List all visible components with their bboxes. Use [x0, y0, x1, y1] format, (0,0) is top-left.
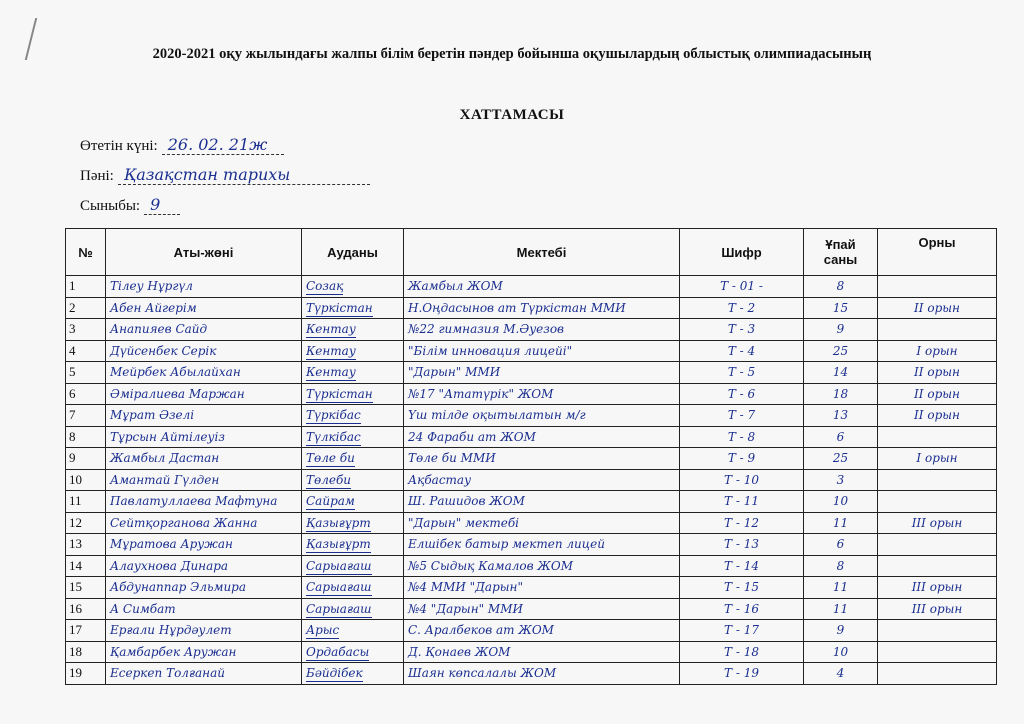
table-row	[66, 491, 997, 513]
score-cell	[804, 512, 878, 534]
district-cell	[302, 276, 404, 298]
score: 25	[832, 343, 849, 358]
row-number: 13	[69, 536, 82, 552]
row-number: 9	[69, 450, 76, 466]
row-number: 4	[69, 342, 76, 358]
school-cell	[404, 577, 680, 599]
place: II орын	[914, 386, 960, 401]
school-cell	[404, 598, 680, 620]
place: III орын	[911, 580, 963, 595]
school-cell	[404, 319, 680, 341]
subject-field	[80, 166, 370, 185]
document-title: 2020-2021 оқу жылындағы жалпы білім беретін пәндер бойынша оқушылардың облыстық олимпиадасының	[152, 46, 872, 62]
score: 11	[832, 580, 849, 595]
district-cell	[302, 512, 404, 534]
district-cell	[302, 448, 404, 470]
row-number-cell	[66, 426, 106, 448]
district: Сарыағаш	[306, 580, 372, 595]
table-row	[66, 555, 997, 577]
district: Түркістан	[306, 386, 373, 401]
cipher-code: Т - 19	[724, 666, 759, 681]
district: Төле би	[306, 451, 355, 466]
cipher-code-cell	[680, 297, 804, 319]
col-header-number: №	[66, 229, 106, 276]
score-cell	[804, 469, 878, 491]
score: 11	[832, 601, 849, 616]
student-name-cell	[106, 663, 302, 685]
score-cell	[804, 297, 878, 319]
cipher-code: Т - 2	[727, 300, 756, 315]
table-row	[66, 663, 997, 685]
student-name-cell	[106, 362, 302, 384]
cipher-code: Т - 12	[724, 515, 759, 530]
student-name-cell	[106, 340, 302, 362]
place-cell	[878, 319, 997, 341]
place: I орын	[916, 451, 958, 466]
district-cell	[302, 426, 404, 448]
cipher-code: Т - 5	[727, 365, 756, 380]
score: 3	[836, 472, 845, 487]
school: Төле би ММИ	[408, 451, 496, 466]
table-row	[66, 276, 997, 298]
student-name: Қамбарбек Аружан	[110, 644, 237, 659]
score: 9	[836, 322, 845, 337]
cipher-code-cell	[680, 512, 804, 534]
cipher-code: Т - 11	[724, 494, 759, 509]
district: Кентау	[306, 343, 356, 358]
district: Арыс	[306, 623, 340, 638]
district-cell	[302, 663, 404, 685]
place: II орын	[914, 365, 960, 380]
row-number: 12	[69, 514, 82, 530]
district: Қазығұрт	[306, 537, 371, 552]
cipher-code-cell	[680, 555, 804, 577]
school-cell	[404, 362, 680, 384]
student-name-cell	[106, 577, 302, 599]
score-cell	[804, 577, 878, 599]
place: II орын	[914, 300, 960, 315]
table-row	[66, 577, 997, 599]
school-cell	[404, 555, 680, 577]
school: "Білім инновация лицейі"	[408, 343, 573, 358]
row-number-cell	[66, 297, 106, 319]
student-name: Анапияев Сайд	[110, 322, 208, 337]
score: 9	[836, 623, 845, 638]
score: 6	[836, 537, 845, 552]
cipher-code-cell	[680, 620, 804, 642]
cipher-code: Т - 15	[724, 580, 759, 595]
score: 15	[832, 300, 849, 315]
row-number: 7	[69, 407, 76, 423]
student-name-cell	[106, 426, 302, 448]
cipher-code: Т - 14	[724, 558, 759, 573]
row-number-cell	[66, 620, 106, 642]
cipher-code-cell	[680, 491, 804, 513]
score: 13	[832, 408, 849, 423]
district-cell	[302, 469, 404, 491]
place-cell	[878, 534, 997, 556]
student-name-cell	[106, 555, 302, 577]
row-number: 15	[69, 579, 82, 595]
school-cell	[404, 448, 680, 470]
school-cell	[404, 383, 680, 405]
cipher-code: Т - 6	[727, 386, 756, 401]
table-row	[66, 641, 997, 663]
table-row	[66, 340, 997, 362]
table-body	[66, 276, 997, 685]
score: 8	[836, 279, 845, 294]
school: Ақбастау	[408, 472, 472, 487]
score-cell	[804, 620, 878, 642]
table-row	[66, 362, 997, 384]
row-number-cell	[66, 598, 106, 620]
place-cell	[878, 340, 997, 362]
col-header-school: Мектебі	[404, 229, 680, 276]
place-cell	[878, 620, 997, 642]
cipher-code: Т - 17	[724, 623, 759, 638]
district: Түркістан	[306, 300, 373, 315]
score-cell	[804, 383, 878, 405]
school: "Дарын" мектебі	[408, 515, 519, 530]
row-number-cell	[66, 663, 106, 685]
place-cell	[878, 577, 997, 599]
cipher-code-cell	[680, 276, 804, 298]
place: I орын	[916, 343, 958, 358]
cipher-code-cell	[680, 319, 804, 341]
row-number: 16	[69, 600, 82, 616]
table-row	[66, 620, 997, 642]
student-name-cell	[106, 469, 302, 491]
school: №17 "Ататүрік" ЖОМ	[408, 386, 554, 401]
student-name: Мұрат Әзелі	[110, 408, 195, 423]
student-name: Абен Айгерім	[110, 300, 197, 315]
document-subtitle: ХАТТАМАСЫ	[459, 107, 565, 123]
district-cell	[302, 340, 404, 362]
row-number-cell	[66, 641, 106, 663]
cipher-code: Т - 18	[724, 644, 759, 659]
student-name-cell	[106, 276, 302, 298]
cipher-code-cell	[680, 362, 804, 384]
row-number-cell	[66, 383, 106, 405]
school-cell	[404, 297, 680, 319]
school: №4 "Дарын" ММИ	[408, 601, 523, 616]
cipher-code: Т - 9	[727, 451, 756, 466]
student-name-cell	[106, 620, 302, 642]
student-name: Әміралиева Маржан	[110, 386, 245, 401]
student-name: Павлатуллаева Мафтуна	[110, 494, 278, 509]
school: Шаян көпсалалы ЖОМ	[408, 666, 557, 681]
row-number: 3	[69, 321, 76, 337]
grade-label: Сыныбы:	[80, 198, 141, 214]
school: №22 гимназия М.Әуезов	[408, 322, 565, 337]
district-cell	[302, 319, 404, 341]
score-cell	[804, 448, 878, 470]
subject-label: Пәні:	[80, 168, 114, 184]
table-row	[66, 405, 997, 427]
district: Бәйдібек	[306, 666, 363, 681]
school: 24 Фараби ат ЖОМ	[408, 429, 536, 444]
student-name: Есеркеп Толғанай	[110, 666, 225, 681]
table-row	[66, 383, 997, 405]
row-number: 14	[69, 557, 82, 573]
row-number: 18	[69, 643, 82, 659]
student-name: Абдунаппар Эльмира	[110, 580, 247, 595]
district-cell	[302, 362, 404, 384]
score-cell	[804, 340, 878, 362]
score-cell	[804, 426, 878, 448]
table-header-row	[66, 229, 997, 276]
date-label: Өтетін күні:	[80, 138, 158, 154]
place-cell	[878, 598, 997, 620]
score-cell	[804, 491, 878, 513]
student-name: Ерғали Нұрдәулет	[110, 623, 232, 638]
score-cell	[804, 663, 878, 685]
cipher-code: Т - 4	[727, 343, 756, 358]
place-cell	[878, 448, 997, 470]
student-name-cell	[106, 534, 302, 556]
grade-value: 9	[144, 196, 180, 215]
row-number: 10	[69, 471, 82, 487]
school-cell	[404, 663, 680, 685]
place-cell	[878, 383, 997, 405]
district: Созақ	[306, 279, 344, 294]
student-name-cell	[106, 491, 302, 513]
district-cell	[302, 555, 404, 577]
student-name-cell	[106, 641, 302, 663]
district-cell	[302, 620, 404, 642]
school-cell	[404, 340, 680, 362]
place: III орын	[911, 515, 963, 530]
score: 4	[836, 666, 845, 681]
place: III орын	[911, 601, 963, 616]
district-cell	[302, 383, 404, 405]
school: Д. Қонаев ЖОМ	[408, 644, 511, 659]
cipher-code: Т - 16	[724, 601, 759, 616]
score: 25	[832, 451, 849, 466]
col-header-name: Аты-жөні	[106, 229, 302, 276]
school-cell	[404, 620, 680, 642]
col-header-district: Ауданы	[302, 229, 404, 276]
table-row	[66, 426, 997, 448]
school: Жамбыл ЖОМ	[408, 279, 503, 294]
place-cell	[878, 663, 997, 685]
student-name: А Симбат	[110, 601, 176, 616]
school: №5 Сыдық Камалов ЖОМ	[408, 558, 574, 573]
district: Сайрам	[306, 494, 355, 509]
table-row	[66, 297, 997, 319]
row-number: 1	[69, 278, 76, 294]
district: Түлкібас	[306, 429, 361, 444]
student-name-cell	[106, 598, 302, 620]
row-number-cell	[66, 340, 106, 362]
student-name: Мейрбек Абылайхан	[110, 365, 241, 380]
school: "Дарын" ММИ	[408, 365, 501, 380]
place: II орын	[914, 408, 960, 423]
student-name-cell	[106, 405, 302, 427]
school-cell	[404, 469, 680, 491]
school: Ш. Рашидов ЖОМ	[408, 494, 525, 509]
col-header-place: Орны	[878, 229, 997, 276]
school-cell	[404, 426, 680, 448]
place-cell	[878, 362, 997, 384]
district: Кентау	[306, 322, 356, 337]
row-number-cell	[66, 534, 106, 556]
row-number-cell	[66, 362, 106, 384]
student-name-cell	[106, 383, 302, 405]
cipher-code: Т - 8	[727, 429, 756, 444]
place-cell	[878, 641, 997, 663]
score: 14	[832, 365, 849, 380]
col-header-score: Ұпай саны	[804, 229, 878, 276]
school-cell	[404, 405, 680, 427]
district-cell	[302, 297, 404, 319]
cipher-code-cell	[680, 534, 804, 556]
score: 6	[836, 429, 845, 444]
cipher-code-cell	[680, 383, 804, 405]
school-cell	[404, 534, 680, 556]
results-table	[65, 228, 997, 685]
cipher-code: Т - 10	[724, 472, 759, 487]
row-number-cell	[66, 512, 106, 534]
student-name: Жамбыл Дастан	[110, 451, 220, 466]
student-name: Тұрсын Айтілеуіз	[110, 429, 225, 444]
score: 18	[832, 386, 849, 401]
student-name-cell	[106, 319, 302, 341]
score-cell	[804, 534, 878, 556]
student-name-cell	[106, 512, 302, 534]
place-cell	[878, 405, 997, 427]
district: Кентау	[306, 365, 356, 380]
place-cell	[878, 297, 997, 319]
row-number-cell	[66, 276, 106, 298]
date-field	[80, 136, 284, 155]
score-cell	[804, 276, 878, 298]
student-name: Дүйсенбек Серік	[110, 343, 217, 358]
district-cell	[302, 534, 404, 556]
cipher-code: Т - 3	[727, 322, 756, 337]
place-cell	[878, 555, 997, 577]
row-number-cell	[66, 491, 106, 513]
district: Қазығұрт	[306, 515, 371, 530]
row-number-cell	[66, 405, 106, 427]
score: 11	[832, 515, 849, 530]
table-row	[66, 534, 997, 556]
district: Сарыағаш	[306, 601, 372, 616]
place-cell	[878, 426, 997, 448]
district-cell	[302, 598, 404, 620]
score-cell	[804, 598, 878, 620]
district: Төлеби	[306, 472, 352, 487]
row-number-cell	[66, 555, 106, 577]
row-number-cell	[66, 319, 106, 341]
row-number: 17	[69, 622, 82, 638]
school: Үш тілде оқытылатын м/г	[408, 408, 586, 423]
school: С. Аралбеков ат ЖОМ	[408, 623, 554, 638]
row-number-cell	[66, 448, 106, 470]
place-cell	[878, 491, 997, 513]
student-name-cell	[106, 448, 302, 470]
table-row	[66, 598, 997, 620]
student-name-cell	[106, 297, 302, 319]
table-row	[66, 469, 997, 491]
cipher-code-cell	[680, 405, 804, 427]
school: №4 ММИ "Дарын"	[408, 580, 523, 595]
cipher-code-cell	[680, 598, 804, 620]
cipher-code: Т - 13	[724, 537, 759, 552]
row-number: 2	[69, 299, 76, 315]
student-name: Амантай Гүлден	[110, 472, 220, 487]
table-row	[66, 512, 997, 534]
school-cell	[404, 512, 680, 534]
score-cell	[804, 319, 878, 341]
score: 10	[832, 644, 849, 659]
row-number-cell	[66, 469, 106, 491]
student-name: Алаухнова Динара	[110, 558, 229, 573]
district: Сарыағаш	[306, 558, 372, 573]
student-name: Тілеу Нұргүл	[110, 279, 193, 294]
row-number: 8	[69, 428, 76, 444]
row-number-cell	[66, 577, 106, 599]
school: Елшібек батыр мектеп лицей	[408, 537, 605, 552]
place-cell	[878, 512, 997, 534]
score: 8	[836, 558, 845, 573]
cipher-code-cell	[680, 426, 804, 448]
cipher-code-cell	[680, 663, 804, 685]
subject-value: Қазақстан тарихы	[118, 166, 370, 185]
score-cell	[804, 362, 878, 384]
row-number: 11	[69, 493, 82, 509]
place-cell	[878, 469, 997, 491]
district-cell	[302, 577, 404, 599]
district: Ордабасы	[306, 644, 370, 659]
cipher-code-cell	[680, 577, 804, 599]
district-cell	[302, 491, 404, 513]
row-number: 19	[69, 665, 82, 681]
cipher-code: Т - 01 -	[720, 279, 763, 294]
score-cell	[804, 405, 878, 427]
school-cell	[404, 276, 680, 298]
district-cell	[302, 641, 404, 663]
place-cell	[878, 276, 997, 298]
grade-field	[80, 196, 180, 215]
table-row	[66, 319, 997, 341]
cipher-code-cell	[680, 469, 804, 491]
cipher-code: Т - 7	[727, 408, 756, 423]
cipher-code-cell	[680, 448, 804, 470]
school-cell	[404, 491, 680, 513]
cipher-code-cell	[680, 340, 804, 362]
row-number: 6	[69, 385, 76, 401]
school: Н.Оңдасынов ат Түркістан ММИ	[408, 300, 626, 315]
student-name: Сейтқорганова Жанна	[110, 515, 258, 530]
school-cell	[404, 641, 680, 663]
district-cell	[302, 405, 404, 427]
student-name: Мұратова Аружан	[110, 537, 233, 552]
score: 10	[832, 494, 849, 509]
cipher-code-cell	[680, 641, 804, 663]
table-row	[66, 448, 997, 470]
district: Түркібас	[306, 408, 361, 423]
score-cell	[804, 555, 878, 577]
col-header-code: Шифр	[680, 229, 804, 276]
date-value: 26. 02. 21ж	[162, 136, 284, 155]
row-number: 5	[69, 364, 76, 380]
score-cell	[804, 641, 878, 663]
